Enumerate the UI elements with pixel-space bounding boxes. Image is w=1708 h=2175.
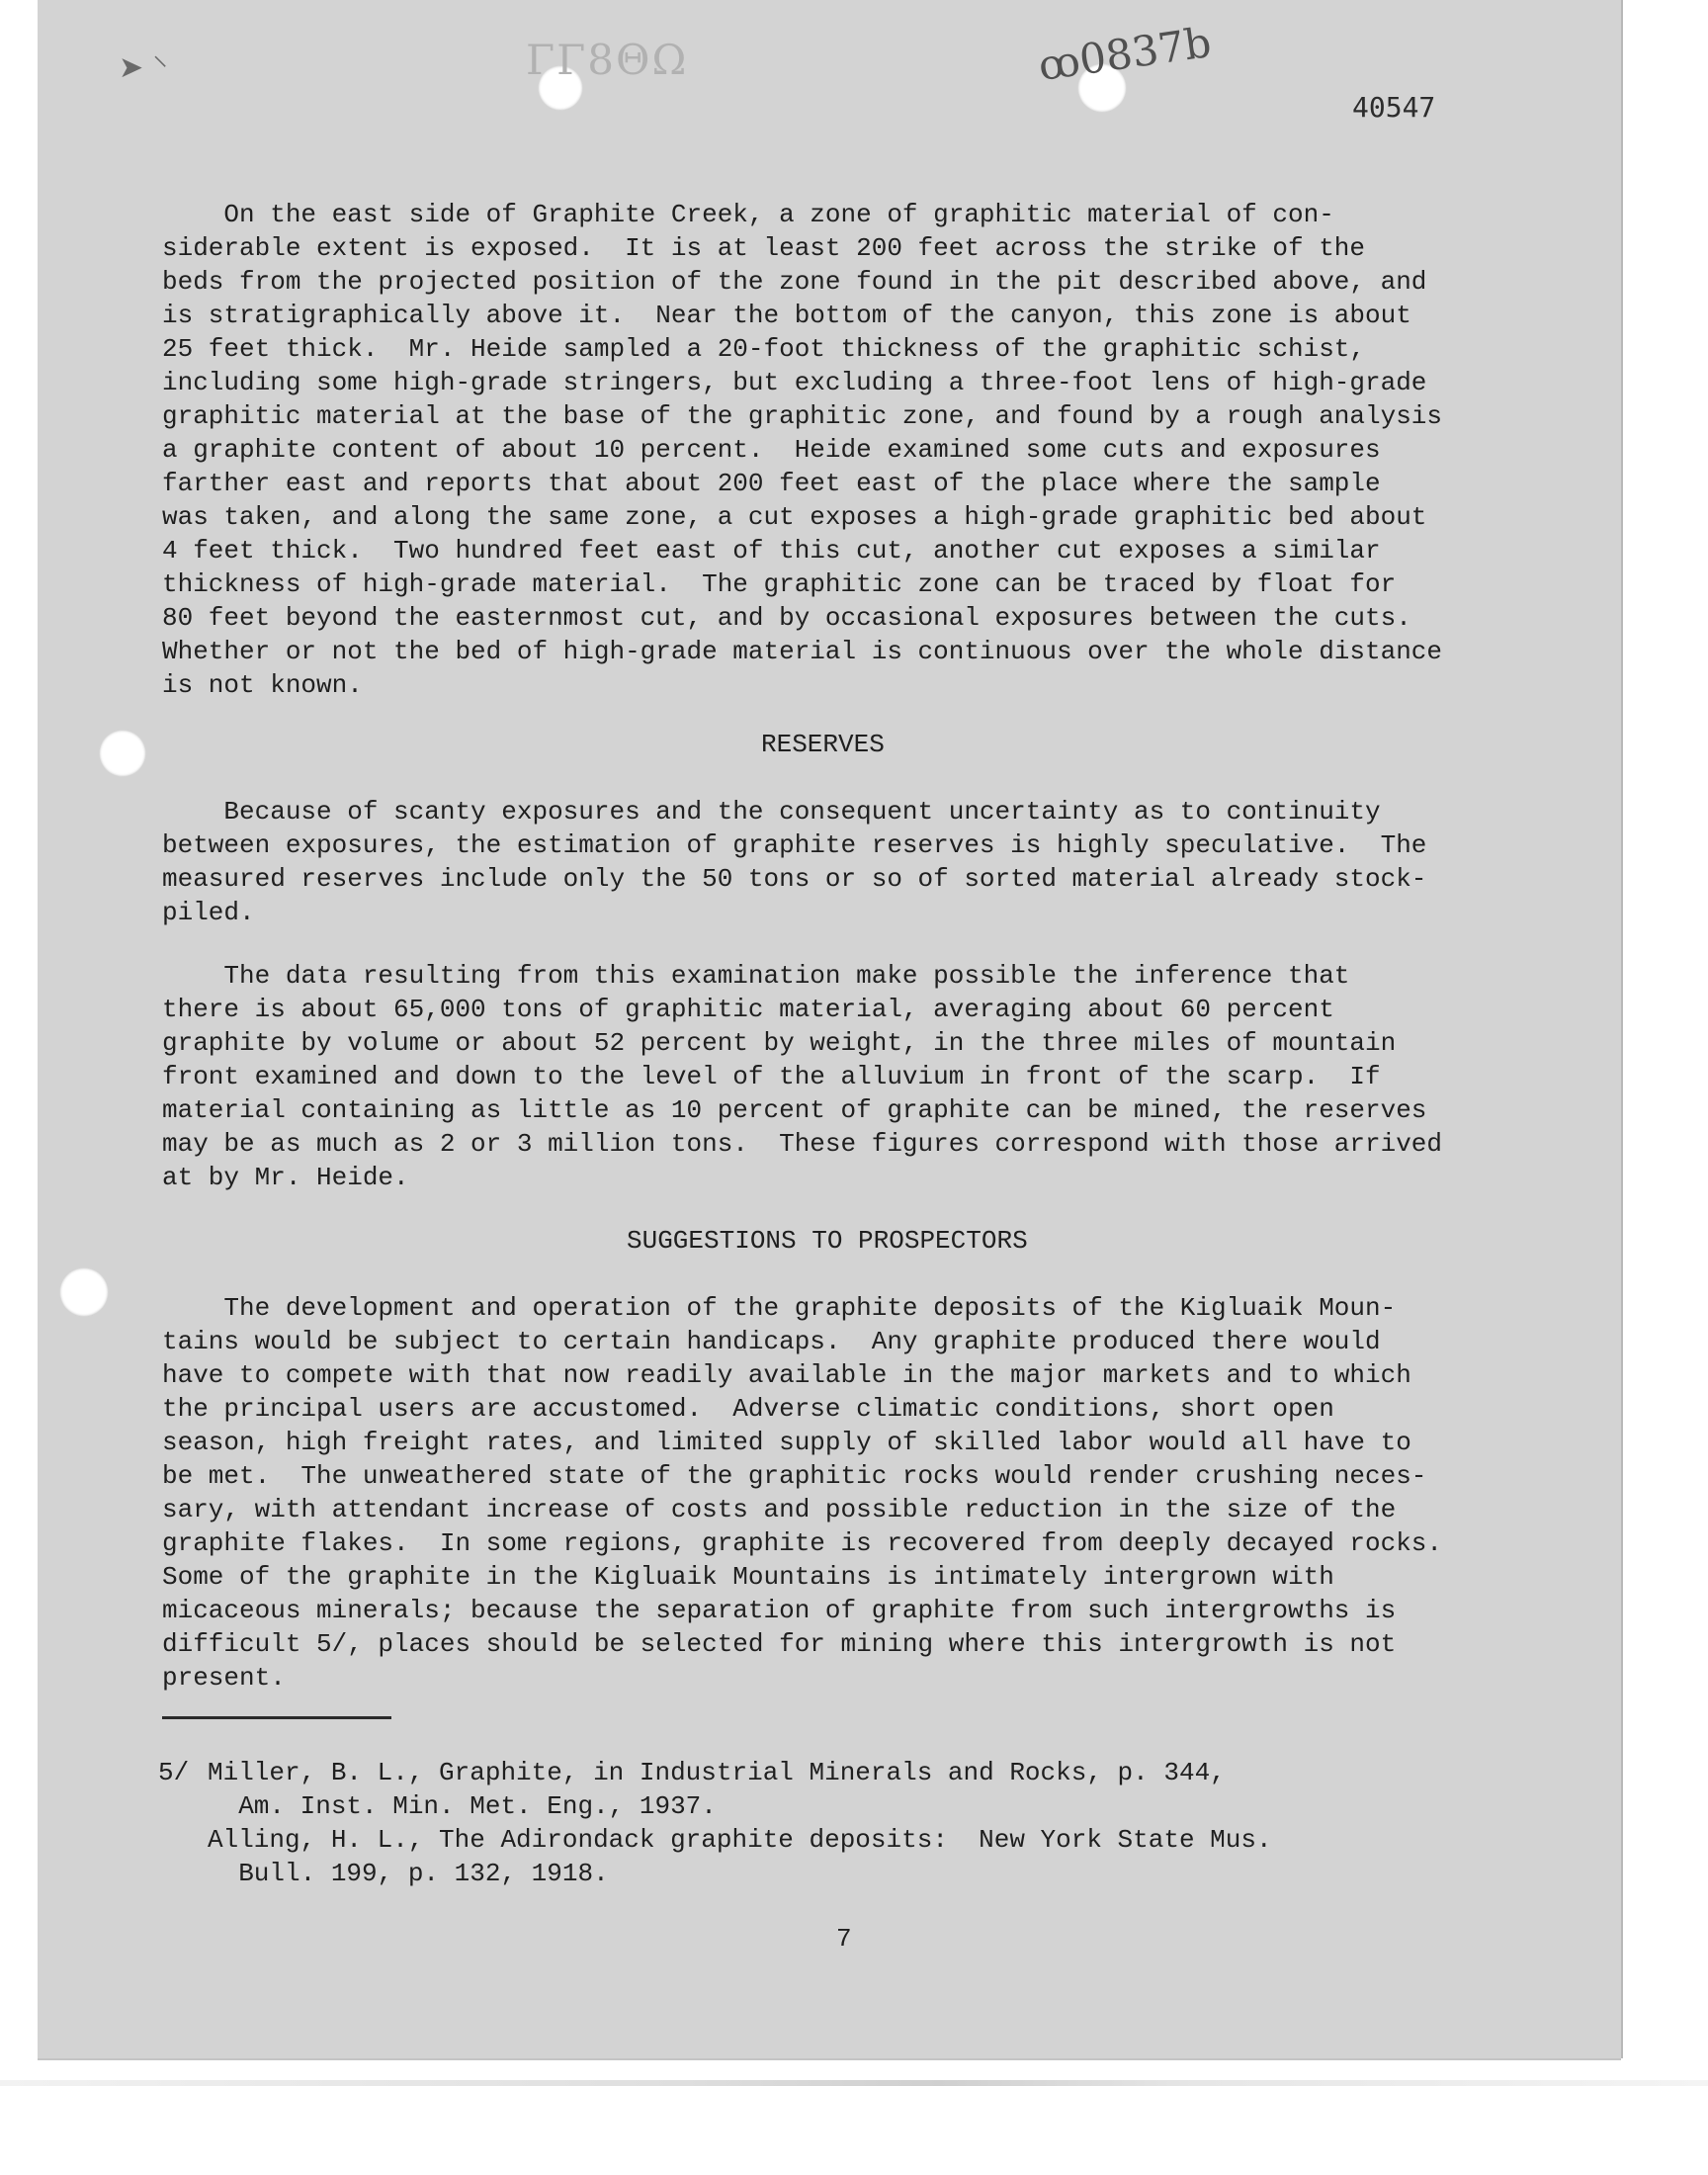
paragraph-reserves-estimation: Because of scanty exposures and the consequent uncertainty as to continuity between exposures, the estimation of graphite reserves is highly speculative. The measured reserves include only the 50 tons or so of sorted material already stock- piled.: [162, 797, 1427, 927]
paragraph-suggestions: The development and operation of the graphite deposits of the Kigluaik Moun- tains would be subject to certain handicaps. Any graphite produced there would have to compete with that now readily available in the major markets and to which the principal users are accustomed. Adverse climatic conditions, short open season, high freight rates, and limited supply of skilled labor would all have to be met. The unweathered state of the graphitic rocks would render crushing neces- sary, with attendant increase of costs and possible reduction in the size of the graphite flakes. In some regions, graphite is recovered from deeply decayed rocks. Some of the graphite in the Kigluaik Mountains is intimately intergrown with micaceous minerals; because the separation of graphite from such intergrowths is difficult 5/, places should be selected for mining where this intergrowth is not present.: [162, 1293, 1443, 1693]
document-number: 40547: [1352, 91, 1436, 124]
footnote-divider: [162, 1716, 391, 1719]
paragraph-graphite-creek: On the east side of Graphite Creek, a zone of graphitic material of con- siderable extent is exposed. It is at least 200 feet across the strike of the beds from the projected position of the zone found in the pit described above, and is stratigraphically above it. Near the bottom of the canyon, this zone is about 25 feet thick. Mr. Heide sampled a 20-foot thickness of the graphitic schist, including some high-grade stringers, but excluding a three-foot lens of high-grade graphitic material at the base of the graphitic zone, and found by a rough analysis a graphite content of about 10 percent. Heide examined some cuts and exposures farther east and reports that about 200 feet east of the place where the sample was taken, and along the same zone, a cut exposes a high-grade graphitic bed about 4 feet thick. Two hundred feet east of this cut, another cut exposes a similar thickness of high-grade material. The graphitic zone can be traced by float for 80 feet beyond the easternmost cut, and by occasional exposures between the cuts. Whether or not the bed of high-grade material is continuous over the whole distance is not known.: [162, 200, 1443, 700]
section-heading-suggestions: SUGGESTIONS TO PROSPECTORS: [627, 1226, 1028, 1256]
faded-stamp: ΓΓ8ΘΩ: [526, 36, 689, 84]
footnote-marker: 5/: [158, 1758, 190, 1787]
scanner-edge-strip: [0, 2080, 1708, 2086]
punch-hole: [99, 730, 146, 777]
section-heading-reserves: RESERVES: [761, 730, 885, 759]
footnote-references: Miller, B. L., Graphite, in Industrial Minerals and Rocks, p. 344, Am. Inst. Min. Met. Eng., 1937. Alling, H. L., The Adirondack graphite deposits: New York State Mus. Bull. 199, p. 132, 1918.: [208, 1758, 1272, 1888]
page-number: 7: [836, 1924, 852, 1954]
handwritten-number-stamp: ꝏ0837b: [1035, 18, 1215, 90]
paragraph-reserves-inference: The data resulting from this examination make possible the inference that there is about 65,000 tons of graphitic material, averaging about 60 percent graphite by volume or about 52 percent by weight, in the three miles of mountain front examined and down to the level of the alluvium in front of the scarp. If material containing as little as 10 percent of graphite can be mined, the reserves may be as much as 2 or 3 million tons. These figures correspond with those arrived at by Mr. Heide.: [162, 961, 1443, 1192]
margin-scribble: ➤ ⸌: [119, 50, 168, 85]
punch-hole: [59, 1267, 109, 1317]
